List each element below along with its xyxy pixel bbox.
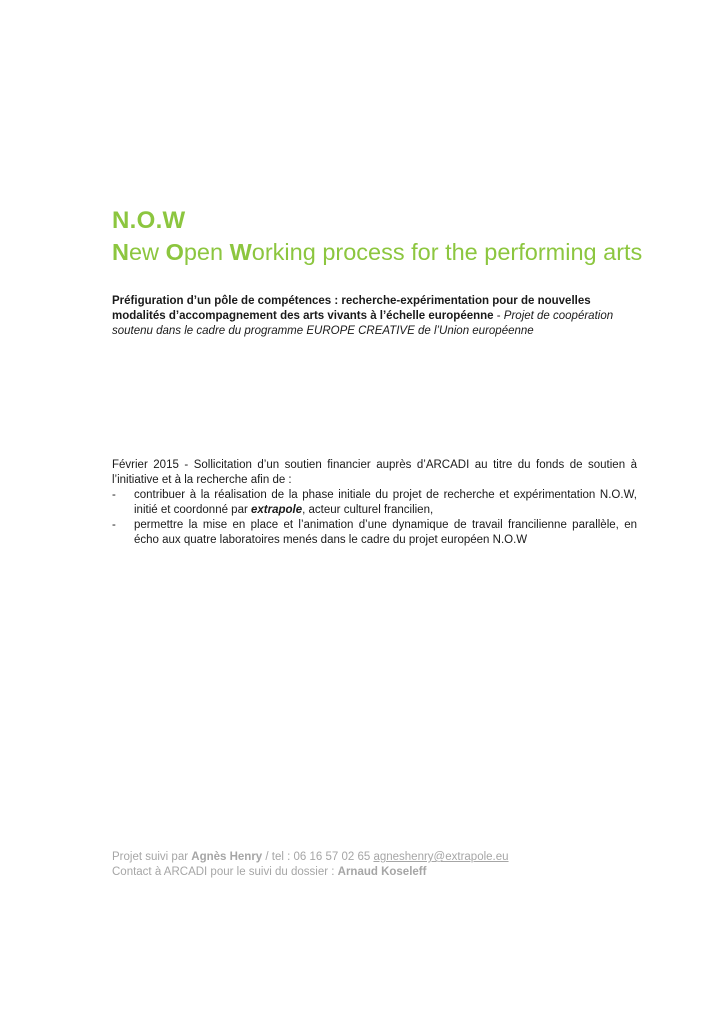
title-word-open-rest: pen [183, 239, 224, 265]
title-letter-w: W [229, 239, 252, 265]
list-item [112, 518, 637, 548]
footer-contact [112, 850, 637, 880]
footer-line-2 [112, 865, 637, 880]
intro-bold-text: Préfiguration d’un pôle de compétences : recherche-expérimentation pour de nouvelles modalités d’accompagnement des arts vivants à l’échelle européenne [112, 295, 591, 322]
footer-arcadi-contact-name: Arnaud Koseleff [337, 866, 427, 878]
body-section [112, 458, 637, 548]
footer-line1-prefix: Projet suivi par [112, 851, 192, 863]
title-block [112, 206, 672, 268]
intro-italic-text: Projet de coopération soutenu dans le cadre du programme EUROPE CREATIVE de l’Union européenne [112, 310, 614, 337]
title-full [112, 236, 672, 268]
bullet-dash: - [112, 489, 116, 501]
body-bullet-list [112, 488, 637, 548]
bullet1-text-before: contribuer à la réalisation de la phase initiale du projet de recherche et expérimentation N.O.W, initié et coordonné par [134, 489, 637, 516]
title-letter-n: N [112, 239, 129, 265]
footer-email-link[interactable]: agneshenry@extrapole.eu [373, 851, 509, 863]
body-paragraph: Février 2015 - Sollicitation d’un soutien financier auprès d’ARCADI au titre du fonds de soutien à l’initiative et à la recherche afin de : [112, 459, 637, 486]
bullet2-text: permettre la mise en place et l’animation d’une dynamique de travail francilienne parallèle, en écho aux quatre laboratoires menés dans le cadre du projet européen N.O.W [134, 519, 637, 546]
footer-line2-prefix: Contact à ARCADI pour le suivi du dossier : [112, 866, 338, 878]
intro-paragraph [112, 294, 637, 339]
title-word-working-rest: orking process for the performing arts [251, 239, 643, 265]
bullet-dash: - [112, 519, 116, 531]
title-word-new-rest: ew [128, 239, 160, 265]
bullet1-emphasis: extrapole [251, 504, 303, 516]
list-item [112, 488, 637, 518]
footer-line-1 [112, 850, 637, 865]
intro-separator: - [493, 310, 504, 322]
footer-tel: / tel : 06 16 57 02 65 [262, 851, 374, 863]
footer-contact-name: Agnès Henry [191, 851, 263, 863]
bullet1-text-after: , acteur culturel francilien, [302, 504, 434, 516]
title-letter-o: O [165, 239, 184, 265]
title-acronym: N.O.W [112, 207, 186, 234]
